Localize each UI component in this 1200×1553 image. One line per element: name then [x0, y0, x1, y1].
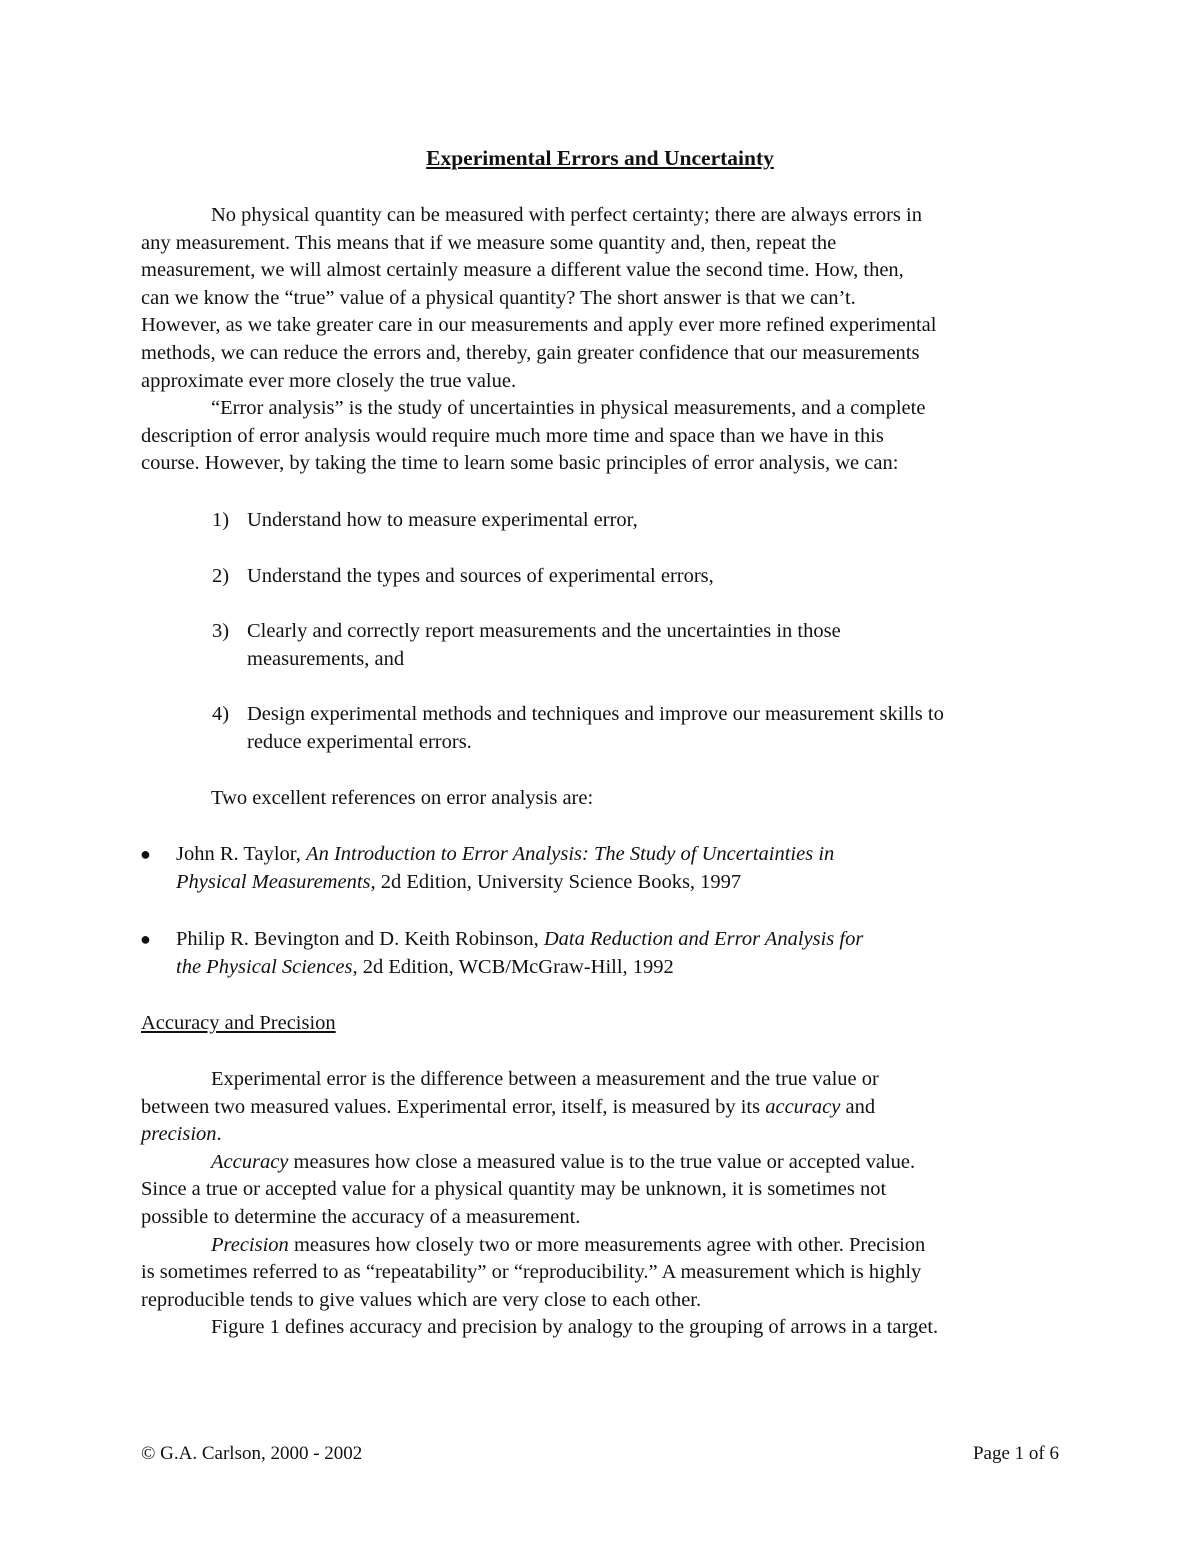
body-line: possible to determine the accuracy of a measurement. — [141, 1205, 581, 1228]
body-text: measures how closely two or more measurements agree with other. Precision — [288, 1233, 926, 1256]
page-title: Experimental Errors and Uncertainty — [426, 146, 774, 170]
body-line: is sometimes referred to as “repeatability” or “reproducibility.” A measurement which is highly — [141, 1261, 922, 1284]
list-text-line: reduce experimental errors. — [247, 730, 472, 753]
intro-line: methods, we can reduce the errors and, thereby, gain greater confidence that our measurements — [141, 341, 920, 364]
body-text: and — [840, 1095, 876, 1118]
emphasis-term: Accuracy — [211, 1150, 289, 1173]
intro-line: However, as we take greater care in our measurements and apply ever more refined experimental — [141, 314, 937, 337]
intro-line: measurement, we will almost certainly measure a different value the second time. How, then, — [141, 259, 904, 282]
reference-author: John R. Taylor, — [176, 843, 307, 865]
list-text — [247, 618, 841, 673]
body-line: reproducible tends to give values which are very close to each other. — [141, 1288, 702, 1311]
references-intro: Two excellent references on error analysis are: — [211, 787, 594, 809]
body-text: . — [216, 1123, 222, 1146]
emphasis-term: precision — [141, 1123, 217, 1146]
intro-paragraph — [141, 202, 936, 478]
bullet-icon: ● — [140, 844, 151, 864]
bullet-icon: ● — [140, 929, 151, 949]
footer-page-number: Page 1 of 6 — [972, 1443, 1059, 1464]
body-line: Figure 1 defines accuracy and precision by analogy to the grouping of arrows in a target. — [211, 1316, 939, 1339]
analysis-line: course. However, by taking the time to learn some basic principles of error analysis, we can: — [141, 452, 899, 475]
reference-text — [176, 926, 863, 981]
footer-copyright: © G.A. Carlson, 2000 - 2002 — [141, 1443, 363, 1464]
intro-line: approximate ever more closely the true value. — [141, 369, 517, 392]
list-text-line: Clearly and correctly report measurements and the uncertainties in those — [247, 620, 841, 642]
list-number: 3) — [212, 620, 230, 642]
body-text: between two measured values. Experimental error, itself, is measured by its — [141, 1095, 766, 1118]
analysis-line: “Error analysis” is the study of uncertainties in physical measurements, and a complete — [211, 397, 926, 420]
body-line: Experimental error is the difference between a measurement and the true value or — [211, 1068, 879, 1090]
reference-title: Data Reduction and Error Analysis for — [543, 928, 864, 950]
list-number: 2) — [212, 565, 230, 587]
analysis-line: description of error analysis would require much more time and space than we have in this — [141, 424, 884, 447]
reference-author: Philip R. Bevington and D. Keith Robinson, — [176, 928, 544, 950]
list-item — [0, 701, 1200, 759]
list-text — [247, 701, 944, 756]
reference-title: Physical Measurements — [176, 870, 371, 893]
intro-line: can we know the “true” value of a physical quantity? The short answer is that we can’t. — [141, 286, 856, 309]
body-text: measures how close a measured value is to the true value or accepted value. — [288, 1150, 916, 1173]
list-number: 4) — [212, 703, 230, 725]
reference-publisher: , 2d Edition, WCB/McGraw-Hill, 1992 — [352, 955, 674, 978]
list-text: Understand the types and sources of experimental errors, — [247, 565, 714, 587]
emphasis-term: Precision — [211, 1233, 289, 1256]
list-item — [0, 618, 1200, 676]
reference-publisher: , 2d Edition, University Science Books, 1997 — [370, 870, 742, 893]
list-item — [0, 507, 1200, 537]
reference-text — [176, 841, 834, 896]
list-number: 1) — [212, 509, 230, 531]
section-body — [141, 1066, 938, 1342]
list-item — [0, 563, 1200, 593]
reference-title: the Physical Sciences — [176, 955, 353, 978]
reference-title: An Introduction to Error Analysis: The Study of Uncertainties in — [306, 843, 835, 865]
body-line: Since a true or accepted value for a physical quantity may be unknown, it is sometimes not — [141, 1178, 887, 1201]
section-heading: Accuracy and Precision — [141, 1012, 336, 1034]
list-text-line: Design experimental methods and techniques and improve our measurement skills to — [247, 703, 944, 725]
emphasis-term: accuracy — [765, 1095, 841, 1118]
reference-item — [0, 926, 1200, 984]
list-text-line: measurements, and — [247, 647, 405, 670]
reference-item — [0, 841, 1200, 899]
intro-line: any measurement. This means that if we measure some quantity and, then, repeat the — [141, 231, 837, 254]
list-text: Understand how to measure experimental error, — [247, 509, 638, 531]
intro-line: No physical quantity can be measured with perfect certainty; there are always errors in — [211, 204, 922, 226]
